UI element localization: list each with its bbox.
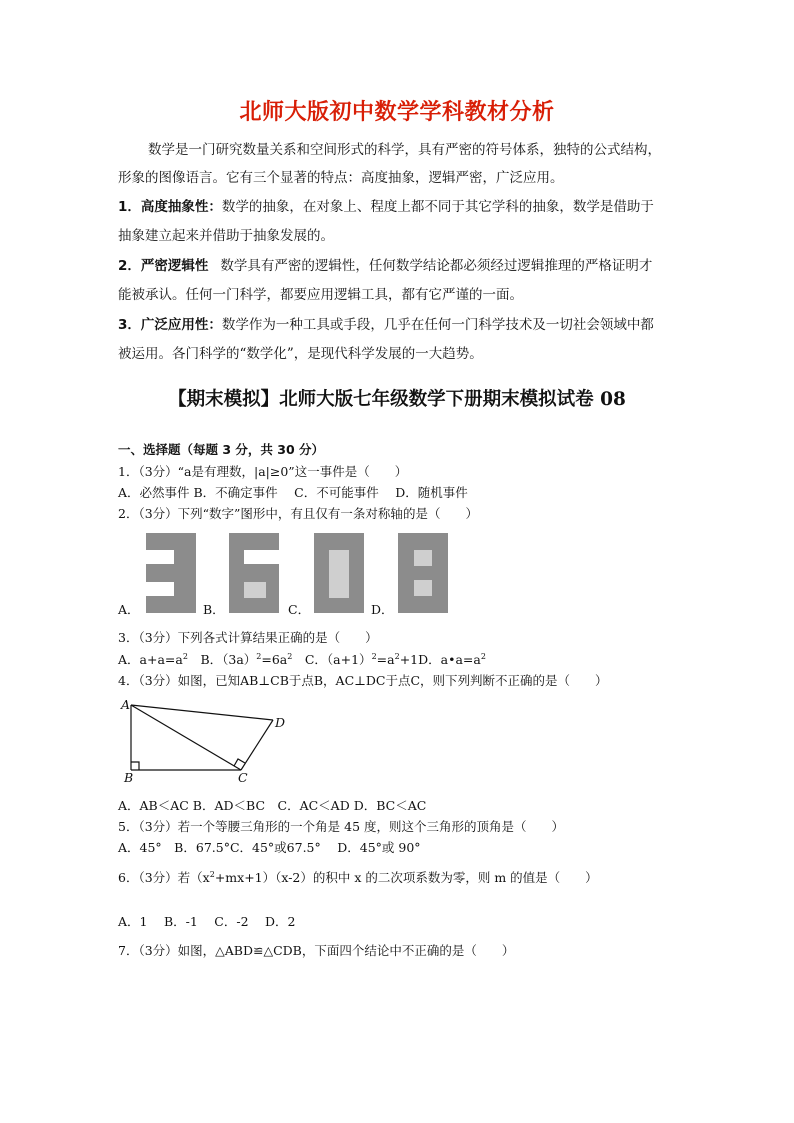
point-3-line-2: 被运用。各门科学的“数学化”，是现代科学发展的一大趋势。 xyxy=(118,346,483,362)
exponent: 2 xyxy=(480,652,486,661)
point-1-heading: 1．高度抽象性： xyxy=(118,199,222,215)
question-5-options: A．45° B．67.5°C．45°或67.5° D．45°或 90° xyxy=(118,840,421,855)
option-b-label: B． xyxy=(203,602,225,617)
point-2-line-2: 能被承认。任何一门科学，都要应用逻辑工具，都有它严谨的一面。 xyxy=(118,287,523,303)
question-4: 4．（3分）如图，已知AB⊥CB于点B，AC⊥DC于点C，则下列判断不正确的是（ ） xyxy=(118,673,608,688)
digit-zero-figure xyxy=(314,533,364,613)
option-c-label: C． xyxy=(288,602,311,617)
point-2-line-1 xyxy=(118,254,652,274)
exponent: 2 xyxy=(371,652,377,661)
point-1-line-1 xyxy=(118,195,654,215)
digit-eight-figure xyxy=(398,533,448,613)
exponent: 2 xyxy=(394,652,400,661)
point-1-text: 数学的抽象，在对象上、程度上都不同于其它学科的抽象，数学是借助于 xyxy=(221,199,654,215)
exponent: 2 xyxy=(182,652,188,661)
point-3-heading: 3．广泛应用性： xyxy=(118,317,222,333)
point-1-line-2: 抽象建立起来并借助于抽象发展的。 xyxy=(118,228,334,244)
option-a-label: A． xyxy=(118,602,140,617)
q3-option-c: C．（a+1） xyxy=(292,652,372,667)
question-6 xyxy=(118,868,598,886)
exponent: 2 xyxy=(209,870,215,879)
document-title: 北师大版初中数学学科教材分析 xyxy=(239,100,555,125)
q3-option-c-rhs: =a xyxy=(376,652,395,667)
point-2-text: 数学具有严密的逻辑性，任何数学结论都必须经过逻辑推理的严格证明才 xyxy=(220,258,653,274)
intro-line-1: 数学是一门研究数量关系和空间形式的科学，具有严密的符号体系，独特的公式结构， xyxy=(148,142,661,158)
right-angle-mark-b xyxy=(131,762,139,770)
question-3: 3．（3分）下列各式计算结果正确的是（ ） xyxy=(118,630,378,645)
point-3-line-1 xyxy=(118,313,654,333)
segment-dc xyxy=(241,720,273,770)
q6-text-start: 6．（3分）若（x xyxy=(118,870,210,885)
q3-option-b-rhs: =6a xyxy=(261,652,288,667)
point-label-d: D xyxy=(275,715,286,730)
point-2-heading: 2．严密逻辑性 xyxy=(118,258,209,274)
option-d-label: D． xyxy=(371,602,394,617)
exam-title: 【期末模拟】北师大版七年级数学下册期末模拟试卷 08 xyxy=(168,389,626,410)
q3-option-a: A．a+a=a xyxy=(118,652,183,667)
point-label-a: A xyxy=(121,697,131,712)
exponent: 2 xyxy=(256,652,262,661)
right-angle-mark-c xyxy=(234,759,245,766)
question-2: 2．（3分）下列“数字”图形中，有且仅有一条对称轴的是（ ） xyxy=(118,506,478,521)
question-5: 5．（3分）若一个等腰三角形的一个角是 45 度，则这个三角形的顶角是（ ） xyxy=(118,819,565,834)
exponent: 2 xyxy=(287,652,293,661)
intro-line-2: 形象的图像语言。它有三个显著的特点：高度抽象，逻辑严密，广泛应用。 xyxy=(118,170,564,186)
point-label-c: C xyxy=(238,770,248,785)
question-4-options: A．AB＜AC B．AD＜BC C．AC＜AD D．BC＜AC xyxy=(118,798,427,813)
q3-option-d: +1D．a•a=a xyxy=(399,652,481,667)
point-3-text: 数学作为一种工具或手段，几乎在任何一门科学技术及一切社会领域中都 xyxy=(221,317,654,333)
digit-three-figure xyxy=(146,533,196,613)
question-6-options: A．1 B．-1 C．-2 D．2 xyxy=(118,914,296,929)
question-3-options xyxy=(118,650,486,668)
q6-text-end: +mx+1）（x-2）的积中 x 的二次项系数为零，则 m 的值是（ ） xyxy=(214,870,598,885)
question-1-options: A．必然事件 B．不确定事件 C．不可能事件 D．随机事件 xyxy=(118,485,468,500)
point-label-b: B xyxy=(124,770,134,785)
q3-option-b: B．（3a） xyxy=(187,652,257,667)
question-1: 1．（3分）“a是有理数，|a|≥0”这一事件是（ ） xyxy=(118,464,408,479)
question-4-figure xyxy=(118,695,298,787)
digit-six-figure xyxy=(229,533,279,613)
section-heading: 一、选择题（每题 3 分，共 30 分） xyxy=(118,442,325,457)
question-7: 7．（3分）如图，△ABD≌△CDB，下面四个结论中不正确的是（ ） xyxy=(118,943,515,958)
